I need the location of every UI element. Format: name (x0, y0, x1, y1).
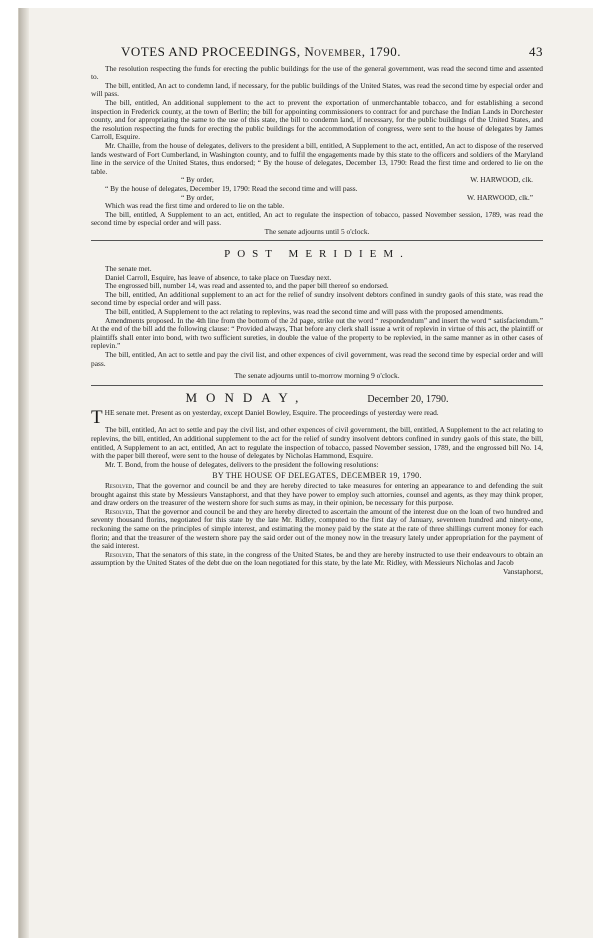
adjournment: The senate adjourns until to-morrow morning 9 o'clock. (234, 371, 400, 381)
paragraph: The bill, entitled, An additional supplement to the act to prevent the exportation of unmerchantable tobacco, and for establishing a second inspection in Frederick county, at the town of Berlin; the bill for appointing commissioners to contract for and purchase the Indian Lands in Dorchester county, and for appropriating the same to the use of this state, the bill to condemn land, if necessary, for the public buildings of the United States, and the resolution respecting the funds for erecting the public buildings for the accommodation of congress, were sent to the house of delegates by James Carroll, Esquire. (91, 97, 543, 142)
running-head (121, 44, 543, 59)
clerk-signature: W. HARWOOD, clk.” (466, 192, 533, 202)
by-order-text: “ By order, (181, 192, 214, 202)
book-gutter (19, 8, 29, 938)
page (18, 8, 593, 938)
resolution-text: That the governor and council be and they are hereby directed to ascertain the amount of the interest due on the loan of two hundred and seventy thousand florins, negotiated for this state by the late Mr. Ridley, computed to the first day of January, seventeen hundred and ninety-one, reckoning the same on the principles of simple interest, and estimating the money paid by the state at the rate of three shillings current money for each florin; and that the treasurer of the western shore pay the said order out of the money now in the treasury lately under appropriation for the payment of the said interest. (91, 506, 543, 551)
paragraph: The bill, entitled, An act to settle and pay the civil list, and other expences of civil government, the bill, entitled, A Supplement to the act relating to replevins, the bill, entitled, An additional supplement to the act for the relief of sundry insolvent debtors confined in sundry gaols of this state, the bill, entitled, A Supplement to an act, entitled, An act to regulate the inspection of tobacco, passed November session, 1789, and the engrossed bill No. 14, with the paper bill thereof, were sent to the house of delegates by Nicholas Hammond, Esquire. (91, 425, 543, 461)
paragraph-text: HE senate met. Present as on yesterday, except Daniel Bowley, Esquire. The proceedings of yesterday were read. (104, 408, 439, 418)
paragraph: “ By the house of delegates, December 19, 1790: Read the second time and will pass. (105, 183, 358, 193)
page-number: 43 (529, 44, 543, 59)
clerk-signature: W. HARWOOD, clk. (470, 175, 533, 185)
resolution-text: That the senators of this state, in the congress of the United States, be and they are hereby instructed to use their endeavours to obtain an assumption by the United States of the debt due on the loan negotiated for this state, by the late Mr. Ridley, with Messieurs Nicholas and Jacob (91, 549, 543, 568)
drop-cap: T (91, 407, 103, 429)
paragraph: Mr. T. Bond, from the house of delegates, delivers to the president the following resolutions: (105, 459, 379, 469)
paragraph: The resolution respecting the funds for erecting the public buildings for the use of the general government, was read the second time and assented to. (91, 63, 543, 82)
paragraph: The bill, entitled, An additional supplement to an act for the relief of sundry insolvent debtors confined in sundry gaols of this state, was read the second time by especial order and will pass. (91, 289, 543, 308)
paragraph: The bill, entitled, A Supplement to the act relating to replevins, was read the second time and will pass with the proposed amendments. (105, 307, 504, 317)
resolved-lead: Resolved, (105, 506, 135, 516)
catchword: Vanstaphorst, (502, 566, 543, 576)
section-heading-monday (91, 389, 543, 405)
paragraph: The senate met. (105, 264, 152, 274)
section-rule (91, 385, 543, 386)
resolution (91, 551, 543, 568)
by-order-text: “ By order, (181, 175, 214, 185)
paragraph-with-dropcap (91, 407, 543, 429)
paragraph: Mr. Chaille, from the house of delegates, delivers to the president a bill, entitled, A Supplement to the act, entitled, An act to dispose of the reserved lands westward of Fort Cumberland, in Washington county, and to fulfil the engagements made by this state to the officers and soldiers of the Maryland line in the service of the United States, thus endorsed; “ By the house of delegates, December 13, 1790: Read the first time and ordered to lie on the table. (91, 140, 543, 176)
page-content (91, 44, 543, 576)
resolved-lead: Resolved, (105, 480, 135, 490)
resolved-lead: Resolved, (105, 549, 135, 559)
section-rule (91, 240, 543, 241)
paragraph: Amendments proposed. In the 4th line from the bottom of the 2d page, strike out the word “ respondendum” and insert the word “ satisfaciendum.” At the end of the bill add the following clause: “ Provided always, That before any clerk shall issue a writ of replevin in virtue of this act, the plaintiff or plaintiffs shall enter into bond, with two sufficient sureties, in double the value of the property to be replevied, in the same manner as in other cases of replevin.” (91, 315, 543, 351)
house-of-delegates-heading: BY THE HOUSE OF DELEGATES, DECEMBER 19, 1790. (212, 471, 422, 481)
running-head-title: VOTES AND PROCEEDINGS, November, 1790. (121, 44, 402, 59)
resolution (91, 482, 543, 508)
paragraph: The engrossed bill, number 14, was read and assented to, and the paper bill thereof so endorsed. (105, 281, 389, 291)
paragraph: The bill, entitled, A Supplement to an act, entitled, An act to regulate the inspection of tobacco, passed November session, 1789, was read the second time by especial order and will pass. (91, 209, 543, 228)
date-heading: December 20, 1790. (367, 393, 449, 405)
catchword-line (91, 568, 543, 577)
paragraph: Daniel Carroll, Esquire, has leave of absence, to take place on Tuesday next. (105, 272, 332, 282)
paragraph: The bill, entitled, An act to settle and pay the civil list, and other expences of civil government, was read the second time by especial order and will pass. (91, 350, 543, 368)
section-heading-post-meridiem: POST MERIDIEM. (224, 248, 410, 261)
paragraph: The bill, entitled, An act to condemn land, if necessary, for the public buildings of the United States, was read the second time by especial order and will pass. (91, 80, 543, 99)
paragraph: Which was read the first time and ordered to lie on the table. (105, 201, 285, 211)
resolution (91, 508, 543, 551)
adjournment: The senate adjourns until 5 o'clock. (264, 226, 370, 236)
day-heading: MONDAY, (185, 389, 308, 405)
resolution-text: That the governor and council be and they are hereby directed to take measures for entering an appearance to and defending the suit brought against this state by Messieurs Vanstaphorst, and that they have power to employ such attornies, counsel and agents, as they may think proper, and draw orders on the treasurer of the western shore for such sums as may, in their opinion, be necessary for this purpose. (91, 480, 543, 508)
